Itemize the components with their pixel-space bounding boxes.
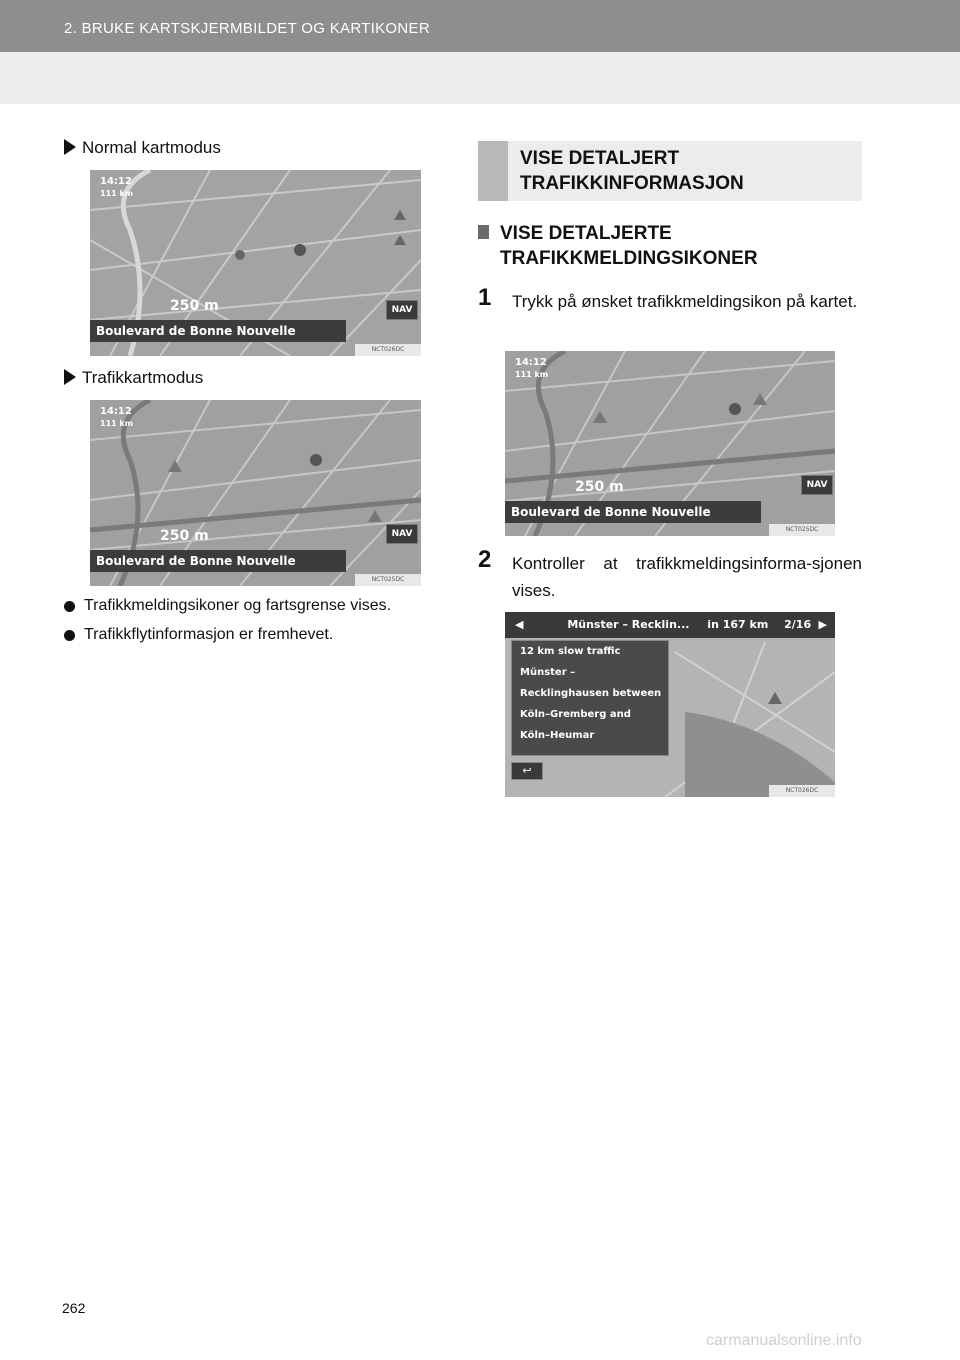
time-display: 14:12 111 km xyxy=(100,406,134,428)
traffic-line: Köln–Heumar xyxy=(520,730,595,741)
traffic-line: Köln–Gremberg and xyxy=(520,709,631,720)
image-code: NCT025DC xyxy=(769,524,835,536)
section-title: 2. BRUKE KARTSKJERMBILDET OG KARTIKONER xyxy=(64,20,430,37)
list-item: Trafikkmeldingsikoner og fartsgrense vises. xyxy=(64,596,448,615)
arrow-right-icon xyxy=(64,139,76,155)
time-display: 14:12 111 km xyxy=(100,176,134,198)
step-1 xyxy=(478,284,862,315)
street-name-bar: Boulevard de Bonne Nouvelle xyxy=(505,501,761,523)
step-text: Trykk på ønsket trafikkmeldingsikon på kartet. xyxy=(512,292,858,311)
distance-label: 250 m xyxy=(575,479,624,495)
square-bullet-icon xyxy=(478,225,489,239)
street-name-bar: Boulevard de Bonne Nouvelle xyxy=(90,320,346,342)
street-name-bar: Boulevard de Bonne Nouvelle xyxy=(90,550,346,572)
mode-normal-heading xyxy=(64,138,221,158)
next-arrow-icon: ▶ xyxy=(818,618,827,631)
traffic-title: Münster – Recklin... xyxy=(567,618,690,631)
section-heading: VISE DETALJERT TRAFIKKINFORMASJON xyxy=(520,148,744,194)
step-number: 2 xyxy=(478,546,492,573)
nav-button: NAV xyxy=(386,300,418,320)
header-bar xyxy=(0,0,960,52)
traffic-title-bar xyxy=(505,612,835,638)
section-strip xyxy=(478,141,508,201)
back-icon: ↩ xyxy=(511,762,543,780)
subheading-text: VISE DETALJERTE TRAFIKKMELDINGSIKONER xyxy=(500,223,758,269)
nav-button: NAV xyxy=(386,524,418,544)
mode-traffic-label: Trafikkartmodus xyxy=(82,368,204,387)
prev-arrow-icon: ◀ xyxy=(515,618,524,631)
nav-button: NAV xyxy=(801,475,833,495)
time-display: 14:12 111 km xyxy=(515,357,549,379)
screenshot-traffic-map xyxy=(90,400,421,586)
traffic-line: 12 km slow traffic xyxy=(520,646,621,657)
traffic-line: Recklinghausen between xyxy=(520,688,662,699)
header-sub-bar xyxy=(0,52,960,104)
subheading xyxy=(478,221,862,271)
mode-traffic-heading xyxy=(64,368,203,388)
mode-normal-label: Normal kartmodus xyxy=(82,138,221,157)
watermark: carmanualsonline.info xyxy=(706,1332,862,1349)
distance-label: 250 m xyxy=(160,528,209,544)
image-code: NCT026DC xyxy=(355,344,421,356)
step-text: Kontroller at trafikkmeldingsinforma-sjonen vises. xyxy=(512,554,862,600)
list-item: Trafikkflytinformasjon er fremhevet. xyxy=(64,625,448,644)
arrow-right-icon xyxy=(64,369,76,385)
traffic-line: Münster – xyxy=(520,667,576,678)
distance-label: 250 m xyxy=(170,298,219,314)
step-number: 1 xyxy=(478,284,492,311)
screenshot-normal-map xyxy=(90,170,421,356)
traffic-distance: in 167 km xyxy=(707,618,769,631)
section-heading-box xyxy=(478,141,862,201)
image-code: NCT026DC xyxy=(769,785,835,797)
traffic-message-panel xyxy=(511,640,669,756)
screenshot-tap-icon xyxy=(505,351,835,536)
screenshot-traffic-info xyxy=(505,612,835,797)
page-number: 262 xyxy=(62,1300,86,1316)
traffic-page: 2/16 xyxy=(784,618,812,631)
step-2 xyxy=(478,546,862,604)
feature-list xyxy=(64,596,448,654)
image-code: NCT025DC xyxy=(355,574,421,586)
